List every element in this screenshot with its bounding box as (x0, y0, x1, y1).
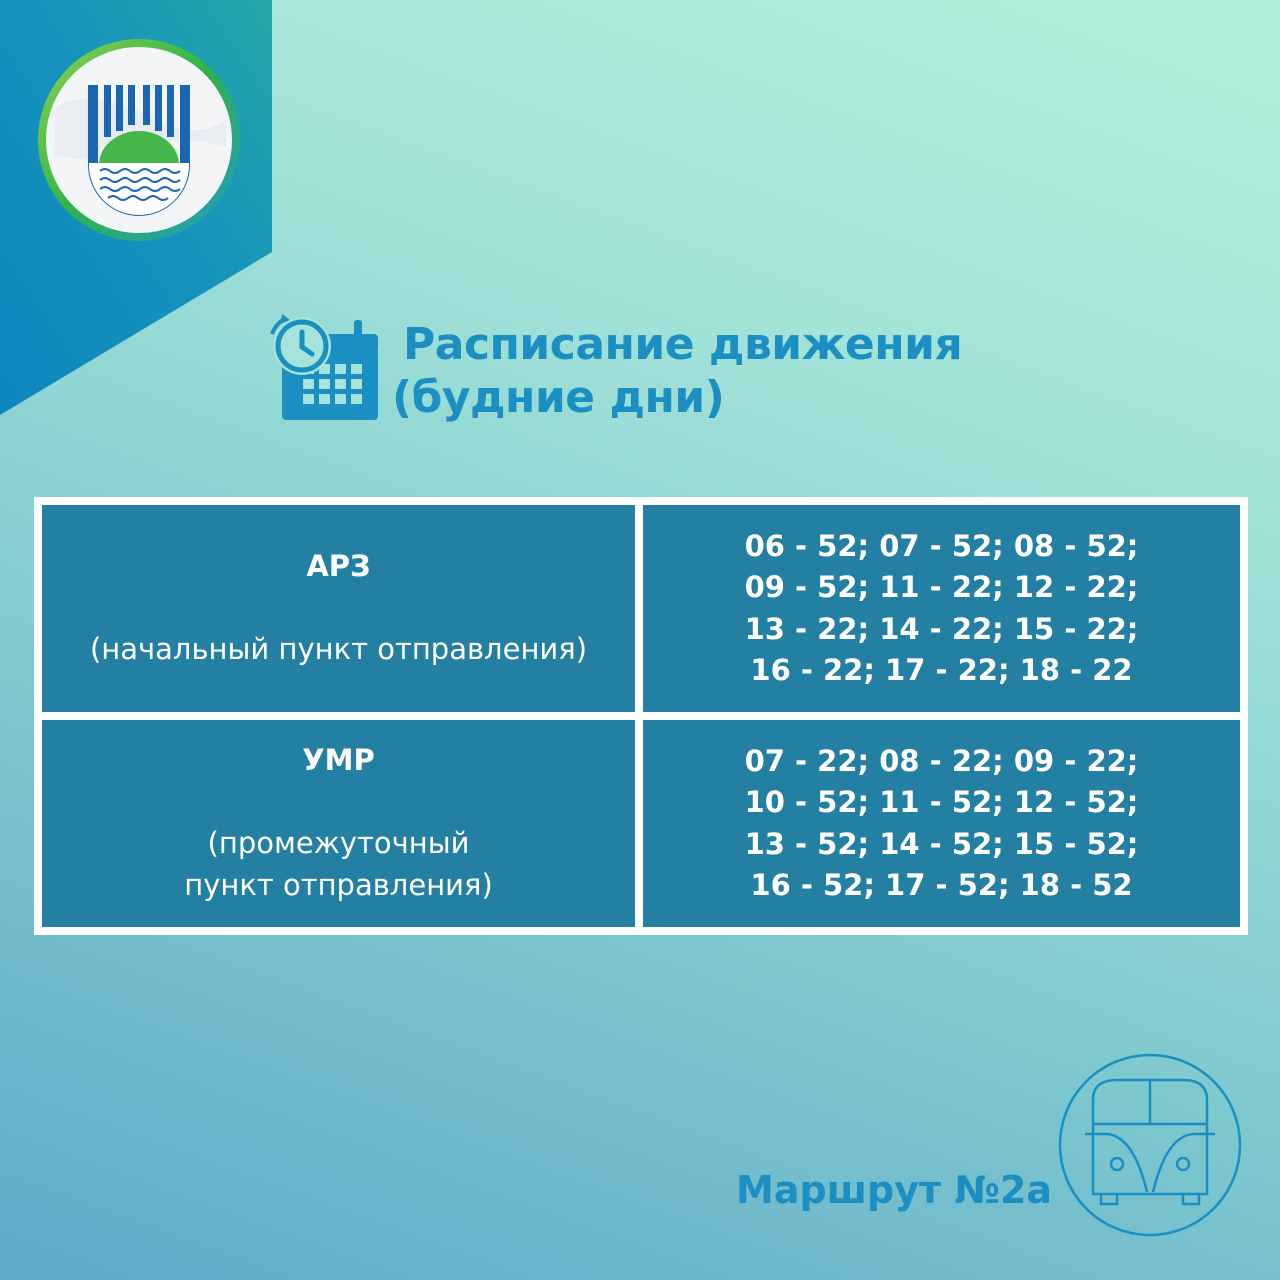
title-line-1: Расписание движения (403, 319, 963, 370)
stop-cell (42, 720, 635, 927)
stop-description: (промежуточный пункт отправления) (184, 825, 493, 902)
table-row (42, 505, 1240, 712)
calendar-clock-icon (268, 312, 380, 424)
times-line: 13 - 52; 14 - 52; 15 - 52; (744, 826, 1139, 861)
stop-cell (42, 505, 635, 712)
page-title (392, 318, 962, 424)
times-line: 07 - 22; 08 - 22; 09 - 22; (744, 743, 1139, 778)
times-line: 16 - 22; 17 - 22; 18 - 22 (750, 653, 1133, 687)
times-line: 13 - 22; 14 - 22; 15 - 22; (744, 611, 1139, 646)
times-line: 16 - 52; 17 - 52; 18 - 52 (750, 868, 1133, 902)
times-line: 06 - 52; 07 - 52; 08 - 52; (744, 528, 1139, 563)
table-row (42, 720, 1240, 927)
city-emblem-icon (36, 37, 242, 243)
bus-icon (1057, 1052, 1243, 1238)
schedule-table (34, 497, 1248, 935)
times-cell (643, 720, 1240, 927)
stop-description: (начальный пункт отправления) (89, 631, 588, 666)
times-cell (643, 505, 1240, 712)
route-label: Маршрут №2а (736, 1168, 1053, 1212)
stop-name: УМР (302, 742, 375, 777)
stop-name: АРЗ (306, 548, 371, 583)
title-line-2: (будние дни) (392, 372, 725, 423)
times-line: 10 - 52; 11 - 52; 12 - 52; (744, 785, 1139, 819)
times-line: 09 - 52; 11 - 22; 12 - 22; (744, 570, 1139, 604)
